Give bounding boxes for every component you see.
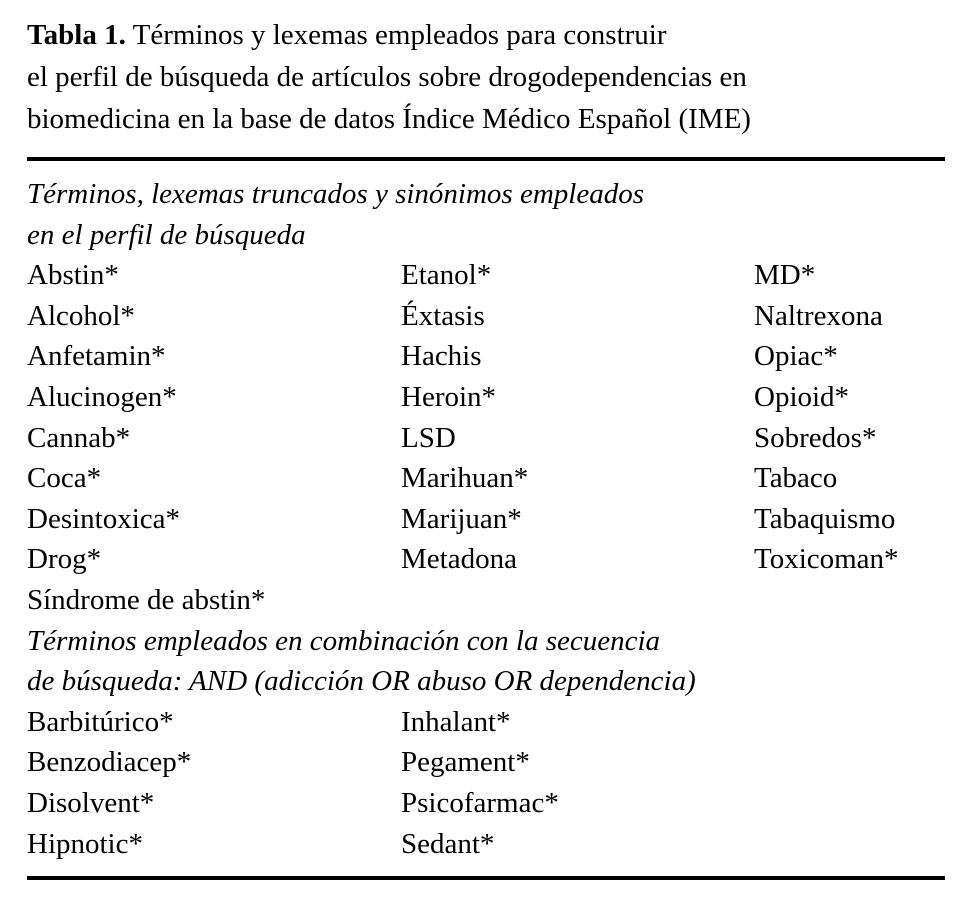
term-cell: Naltrexona — [754, 299, 883, 332]
term-cell: Tabaquismo — [754, 502, 896, 535]
term-cell: Heroin* — [401, 380, 497, 413]
term-cell: Metadona — [401, 543, 517, 576]
term-cell: Hachis — [401, 340, 482, 373]
table-figure — [27, 14, 945, 880]
table-caption — [27, 14, 945, 140]
bottom-rule — [27, 876, 945, 880]
term-cell: Éxtasis — [401, 299, 485, 332]
term-cell: Coca* — [27, 462, 102, 495]
term-cell: Alcohol* — [27, 299, 135, 332]
term-cell: Abstin* — [27, 259, 119, 292]
caption-label: Tabla 1. — [27, 19, 126, 51]
term-cell: Anfetamin* — [27, 340, 166, 373]
top-rule — [27, 157, 945, 161]
term-cell: Opioid* — [754, 380, 850, 413]
table-row — [27, 499, 945, 540]
table-row — [27, 377, 945, 418]
term-cell: Benzodiacep* — [27, 746, 192, 779]
term-cell: Síndrome de abstin* — [27, 583, 266, 616]
term-cell: Tabaco — [754, 462, 838, 495]
table-row — [27, 458, 945, 499]
term-cell: Hipnotic* — [27, 827, 143, 860]
table-row — [27, 783, 945, 824]
caption-line-1: Términos y lexemas empleados para construir — [132, 19, 667, 51]
term-cell: Opiac* — [754, 340, 838, 373]
table-row — [27, 824, 945, 865]
term-cell: Sedant* — [401, 827, 495, 860]
section2-terms-grid — [27, 702, 945, 864]
term-cell: MD* — [754, 259, 816, 292]
section2-heading-line-1: Términos empleados en combinación con la secuencia — [27, 624, 661, 657]
term-cell: Alucinogen* — [27, 380, 177, 413]
caption-line-3: biomedicina en la base de datos Índice Médico Español (IME) — [27, 103, 751, 135]
term-cell: Inhalant* — [401, 705, 511, 738]
section2-heading-line-2: de búsqueda: AND (adicción OR abuso OR dependencia) — [27, 665, 696, 698]
table-body — [27, 174, 945, 864]
term-cell: Marijuan* — [401, 502, 522, 535]
section1-heading-line-1: Términos, lexemas truncados y sinónimos empleados — [27, 178, 645, 210]
section1-heading-line-2: en el perfil de búsqueda — [27, 218, 306, 251]
table-row — [27, 336, 945, 377]
term-cell: Cannab* — [27, 421, 131, 454]
table-row — [27, 702, 945, 743]
term-cell: LSD — [401, 421, 456, 454]
table-row — [27, 539, 945, 580]
caption-line-2: el perfil de búsqueda de artículos sobre drogodependencias en — [27, 61, 747, 93]
term-cell: Barbitúrico* — [27, 705, 174, 738]
table-row — [27, 742, 945, 783]
term-cell: Psicofarmac* — [401, 786, 559, 819]
table-row — [27, 255, 945, 296]
term-cell: Etanol* — [401, 259, 492, 292]
term-cell: Desintoxica* — [27, 502, 181, 535]
table-row — [27, 418, 945, 459]
term-cell: Drog* — [27, 543, 102, 576]
table-row — [27, 296, 945, 337]
table-row — [27, 580, 945, 621]
term-cell: Toxicoman* — [754, 543, 899, 576]
term-cell: Sobredos* — [754, 421, 877, 454]
term-cell: Disolvent* — [27, 786, 155, 819]
term-cell: Marihuan* — [401, 462, 529, 495]
section1-terms-grid — [27, 255, 945, 620]
term-cell: Pegament* — [401, 746, 530, 779]
